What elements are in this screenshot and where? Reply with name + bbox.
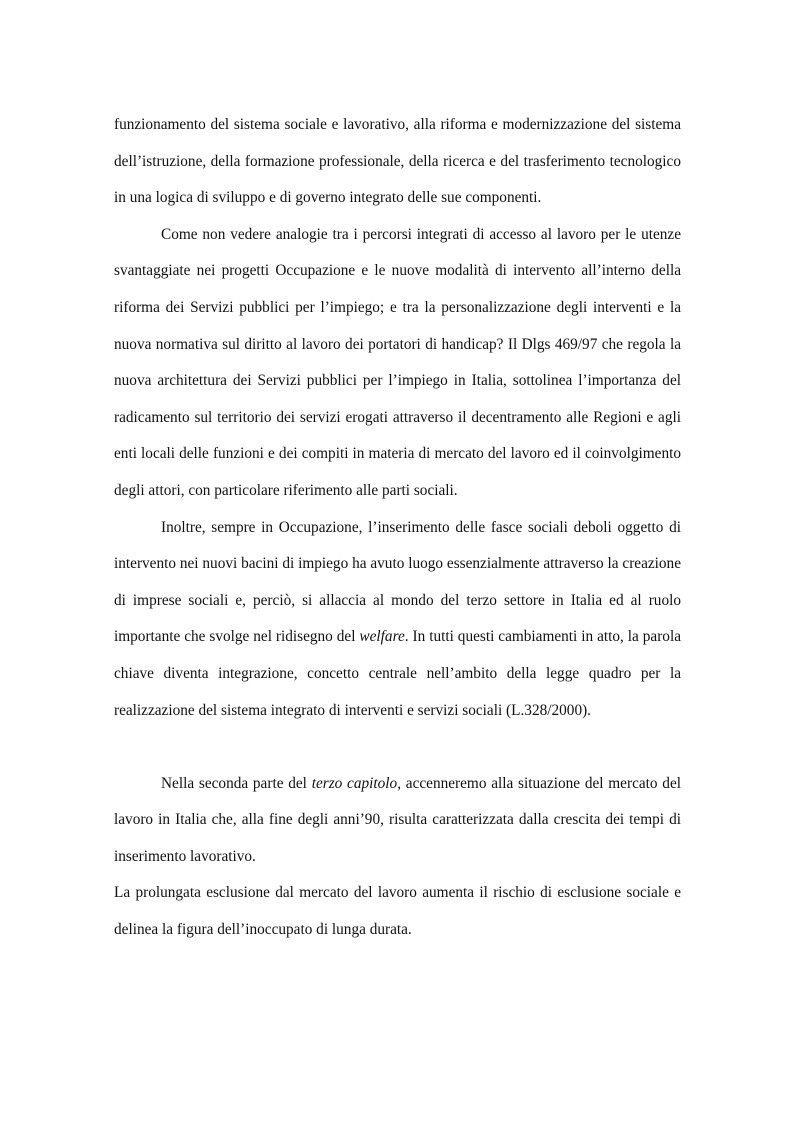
paragraph-gap [114, 729, 681, 766]
body-text [114, 107, 681, 949]
paragraph-4 [114, 766, 681, 876]
paragraph-1-text: funzionamento del sistema sociale e lavorativo, alla riforma e modernizzazione del sistema dell’istruzione, della formazione professionale, della ricerca e del trasferimento tecnologico in una logica di sviluppo e di governo integrato delle sue componenti. [114, 116, 681, 207]
paragraph-4-text-b: , accenneremo alla situazione del mercato del lavoro in Italia che, alla fine degli anni’90, risulta caratterizzata dalla crescita dei tempi di inserimento lavorativo. [114, 774, 681, 865]
paragraph-5-text: La prolungata esclusione dal mercato del lavoro aumenta il rischio di esclusione sociale e delinea la figura dell’inoccupato di lunga durata. [114, 884, 681, 939]
paragraph-3-text-a: Inoltre, sempre in Occupazione, l’inserimento delle fasce sociali deboli oggetto di intervento nei nuovi bacini di impiego ha avuto luogo essenzialmente attraverso la creazione di imprese sociali e, perciò, si allaccia al mondo del terzo settore in Italia ed al ruolo importante che svolge nel ridisegno del [114, 518, 681, 646]
paragraph-2 [114, 217, 681, 510]
paragraph-2-text: Come non vedere analogie tra i percorsi integrati di accesso al lavoro per le utenze svantaggiate nei progetti Occupazione e le nuove modalità di intervento all’interno della riforma dei Servizi pubblici per l’impiego; e tra la personalizzazione degli interventi e la nuova normativa sul diritto al lavoro dei portatori di handicap? Il Dlgs 469/97 che regola la nuova architettura dei Servizi pubblici per l’impiego in Italia, sottolinea l’importanza del radicamento sul territorio dei servizi erogati attraverso il decentramento alle Regioni e agli enti locali delle funzioni e dei compiti in materia di mercato del lavoro ed il coinvolgimento degli attori, con particolare riferimento alle parti sociali. [114, 225, 681, 499]
paragraph-4-text-a: Nella seconda parte del [161, 774, 312, 792]
paragraph-3-italic-welfare: welfare [359, 628, 405, 646]
paragraph-3 [114, 510, 681, 730]
paragraph-3-text-b: . In tutti questi cambiamenti in atto, la parola chiave diventa integrazione, concetto centrale nell’ambito della legge quadro per la realizzazione del sistema integrato di interventi e servizi sociali (L.328/2000). [114, 628, 681, 719]
paragraph-1 [114, 107, 681, 217]
paragraph-4-italic-chapter: terzo capitolo [311, 774, 398, 792]
paragraph-5 [114, 875, 681, 948]
